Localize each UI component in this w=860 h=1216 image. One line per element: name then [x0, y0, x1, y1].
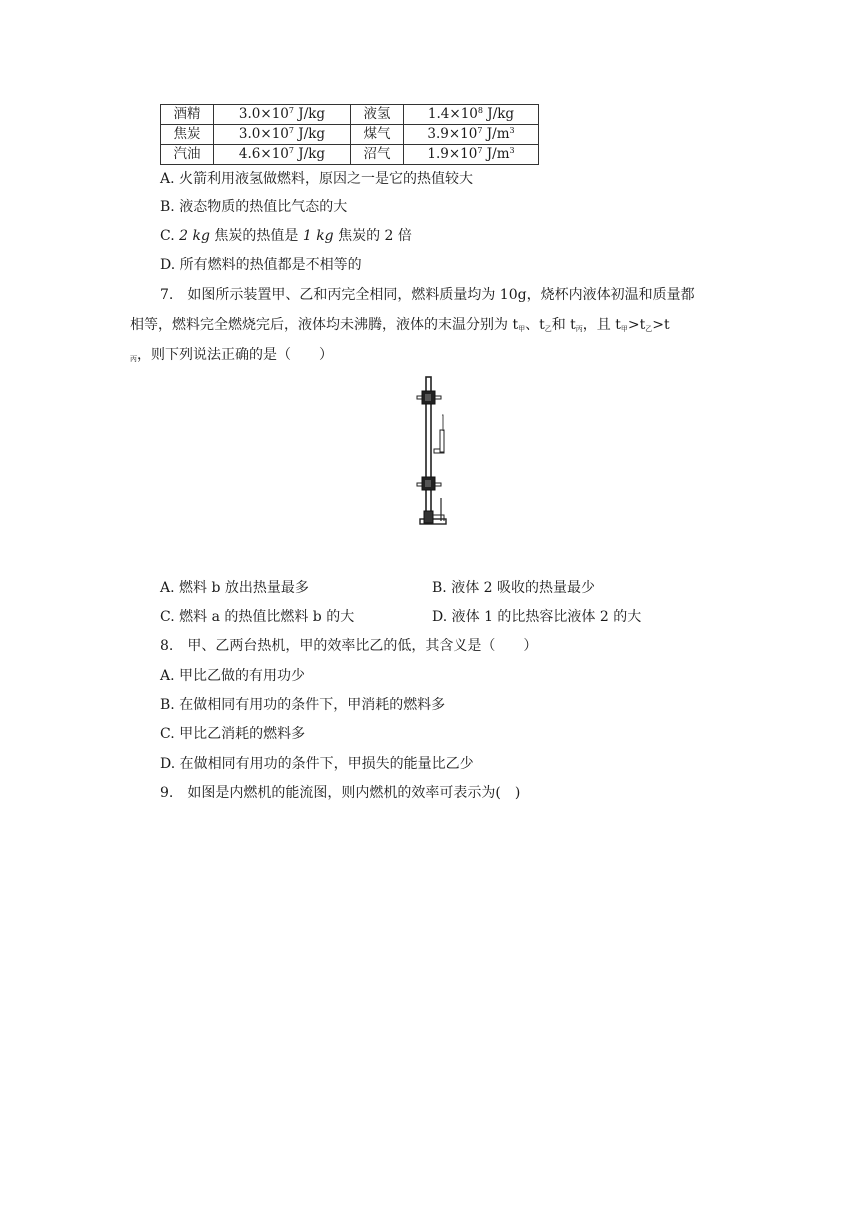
- heat-value: $1.9\times 10^7$ $J/m^3$: [404, 145, 539, 165]
- heat-value: $3.0\times 10^7$ J/kg: [214, 105, 351, 125]
- fuel-name: 沼气: [351, 145, 404, 165]
- q8-option-b[interactable]: B. 在做相同有用功的条件下，甲消耗的燃料多: [160, 697, 446, 713]
- q8-option-c[interactable]: C. 甲比乙消耗的燃料多: [160, 726, 306, 742]
- q8-stem: 8. 甲、乙两台热机，甲的效率比乙的低，其含义是（ ）: [160, 638, 538, 654]
- q7-stem-line3: $_丙$，则下列说法正确的是（ ）: [130, 347, 333, 363]
- table-row: [161, 145, 539, 165]
- q6-option-b[interactable]: B. 液态物质的热值比气态的大: [160, 199, 348, 215]
- fuel-name: 汽油: [161, 145, 214, 165]
- q7-stem-line2: 相等，燃料完全燃烧完后，液体均未沸腾，液体的末温分别为 $t_甲$、$t_乙$和 $t_丙$，且 $t_甲>t_乙>t$: [130, 317, 670, 333]
- heat-value: $4.6\times 10^7$ J/kg: [214, 145, 351, 165]
- fuel-name: 焦炭: [161, 125, 214, 145]
- q9-stem: 9. 如图是内燃机的能流图，则内燃机的效率可表示为( ): [160, 785, 521, 801]
- q7-option-c[interactable]: C. 燃料 a 的热值比燃料 b 的大: [160, 609, 355, 625]
- heat-value: $3.9\times 10^7$ $J/m^3$: [404, 125, 539, 145]
- q7-option-d[interactable]: D. 液体 1 的比热容比液体 2 的大: [432, 609, 642, 625]
- table-row: [161, 105, 539, 125]
- heat-value: $3.0\times 10^7$ J/kg: [214, 125, 351, 145]
- experiment-apparatus-figure: [414, 375, 450, 525]
- fuel-name: 液氢: [351, 105, 404, 125]
- q8-option-d[interactable]: D. 在做相同有用功的条件下，甲损失的能量比乙少: [160, 756, 474, 772]
- q8-option-a[interactable]: A. 甲比乙做的有用功少: [160, 668, 306, 684]
- fuel-name: 煤气: [351, 125, 404, 145]
- fuel-heat-value-table: [160, 104, 539, 165]
- q7-option-a[interactable]: A. 燃料 b 放出热量最多: [160, 580, 309, 596]
- q6-option-a[interactable]: A. 火箭利用液氢做燃料，原因之一是它的热值较大: [160, 171, 474, 187]
- heat-value: $1.4\times 10^8$ J/kg: [404, 105, 539, 125]
- q7-option-b[interactable]: B. 液体 2 吸收的热量最少: [432, 580, 595, 596]
- q6-option-c[interactable]: C. 2 kg 焦炭的热值是 1 kg 焦炭的 2 倍: [160, 228, 412, 244]
- fuel-name: 酒精: [161, 105, 214, 125]
- q7-stem-line1: 7. 如图所示装置甲、乙和丙完全相同，燃料质量均为 10g，烧杯内液体初温和质量都: [160, 287, 695, 303]
- table-row: [161, 125, 539, 145]
- q6-option-d[interactable]: D. 所有燃料的热值都是不相等的: [160, 257, 362, 273]
